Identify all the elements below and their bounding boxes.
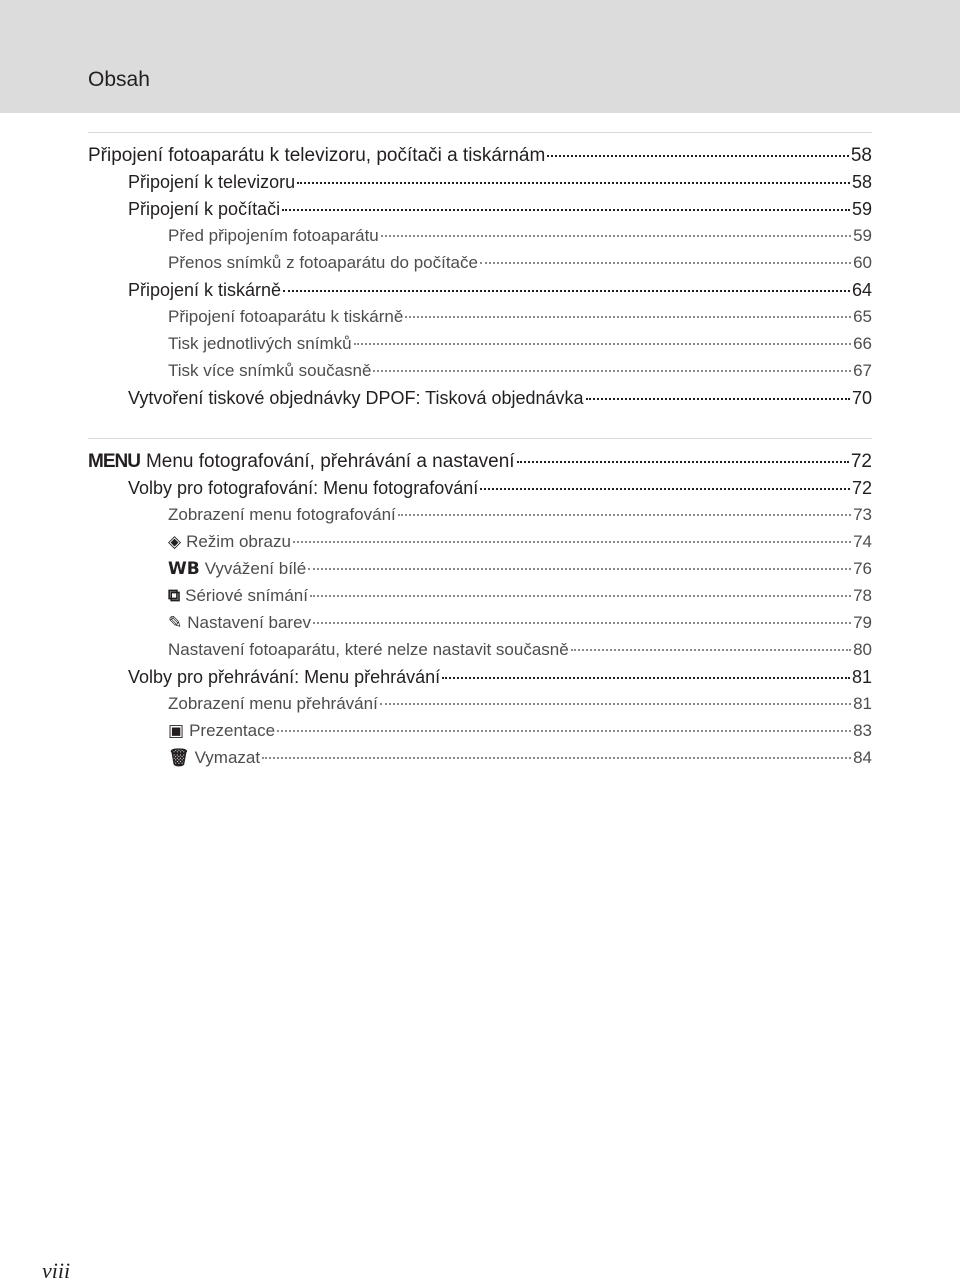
toc-entry-label: Sériové snímání <box>185 586 308 605</box>
toc-entry[interactable] <box>168 721 872 741</box>
toc-entry[interactable] <box>128 667 872 688</box>
dot-leader <box>283 290 850 292</box>
toc-entry[interactable] <box>128 280 872 301</box>
toc-entry-page: 76 <box>853 559 872 578</box>
toc-entry-label: Přenos snímků z fotoaparátu do počítače <box>168 253 478 272</box>
toc-entry[interactable] <box>168 226 872 246</box>
toc-entry-label-wrap <box>168 613 311 633</box>
toc-entry-label-wrap <box>128 478 478 499</box>
header-band <box>0 0 960 113</box>
toc-entry-label: Režim obrazu <box>186 532 291 551</box>
dot-leader <box>480 488 850 490</box>
dot-leader <box>293 541 851 543</box>
toc-entry-label: Prezentace <box>189 721 276 740</box>
toc-entry-label: Připojení k televizoru <box>128 172 296 192</box>
toc-entry-label-wrap <box>168 586 308 606</box>
toc-entry[interactable] <box>168 559 872 579</box>
toc-entry-label: Volby pro fotografování: Menu fotografování <box>128 478 479 498</box>
dot-leader <box>282 209 850 211</box>
toc-entry-label-wrap <box>168 748 260 768</box>
section-divider <box>88 132 872 133</box>
toc-entry[interactable] <box>168 694 872 714</box>
toc-entry-page: 58 <box>851 172 872 192</box>
toc-entry[interactable] <box>168 640 872 660</box>
toc-entry-page: 74 <box>853 532 872 551</box>
toc-entry-label-wrap <box>128 280 281 301</box>
slide-show-icon: ▣ <box>168 721 185 741</box>
dot-leader <box>373 370 851 372</box>
toc-entry-page: 84 <box>853 748 872 767</box>
toc-entry-label-wrap <box>168 721 275 741</box>
toc-entry-label-wrap <box>168 226 379 246</box>
toc-entry-page: 64 <box>851 280 872 300</box>
toc-entry-page: 79 <box>853 613 872 632</box>
toc-entry-page: 72 <box>850 451 872 472</box>
toc-entry[interactable] <box>168 586 872 606</box>
toc-entry-page: 65 <box>853 307 872 326</box>
trash-icon: 🗑 <box>168 748 190 768</box>
toc-entry-page: 60 <box>853 253 872 272</box>
toc-entry[interactable] <box>168 505 872 525</box>
toc-entry-page: 73 <box>853 505 872 524</box>
page-title: Obsah <box>88 68 150 91</box>
toc-entry-label: Připojení fotoaparátu k televizoru, počítači a tiskárnám <box>88 145 546 166</box>
toc-entry-label-wrap <box>168 307 403 327</box>
toc-entry[interactable] <box>168 334 872 354</box>
toc-entry-label-wrap <box>168 334 352 354</box>
dot-leader <box>354 343 851 345</box>
toc-entry-page: 67 <box>853 361 872 380</box>
toc-entry-label: Vymazat <box>194 748 261 767</box>
dot-leader <box>297 182 850 184</box>
toc-entry-label: Volby pro přehrávání: Menu přehrávání <box>128 667 441 687</box>
dot-leader <box>308 568 851 570</box>
page-number: viii <box>42 1258 71 1283</box>
toc-entry-label-wrap <box>128 172 295 193</box>
toc-entry-label-wrap <box>88 145 545 167</box>
section-divider <box>88 438 872 439</box>
toc-entry-label-wrap <box>168 253 478 273</box>
color-options-icon: ✎ <box>168 613 183 633</box>
toc-entry-label-wrap <box>128 667 440 688</box>
toc-entry-label-wrap <box>128 199 280 220</box>
toc-entry[interactable] <box>168 748 872 768</box>
toc-entry[interactable] <box>168 613 872 633</box>
dot-leader <box>405 316 851 318</box>
dot-leader <box>480 262 851 264</box>
toc-entry-page: 58 <box>850 145 872 166</box>
toc-entry-label: Připojení k tiskárně <box>128 280 282 300</box>
toc-entry-page: 59 <box>853 226 872 245</box>
toc-entry[interactable] <box>128 172 872 193</box>
dot-leader <box>586 398 850 400</box>
toc-entry[interactable] <box>168 253 872 273</box>
toc-entry-label: Tisk více snímků současně <box>168 361 372 380</box>
toc-entry[interactable] <box>88 145 872 167</box>
toc-entry[interactable] <box>168 361 872 381</box>
toc-entry-page: 83 <box>853 721 872 740</box>
toc-entry-label-wrap <box>168 640 569 660</box>
toc-entry-page: 66 <box>853 334 872 353</box>
toc-entry-label: Nastavení fotoaparátu, které nelze nastavit současně <box>168 640 569 659</box>
toc-entry-label: Nastavení barev <box>187 613 312 632</box>
dot-leader <box>310 595 851 597</box>
dot-leader <box>262 757 851 759</box>
dot-leader <box>313 622 851 624</box>
dot-leader <box>571 649 851 651</box>
toc-entry-label: Zobrazení menu přehrávání <box>168 694 378 713</box>
dot-leader <box>547 155 849 157</box>
toc-entry[interactable] <box>168 532 872 552</box>
toc-entry-label-wrap <box>128 388 584 409</box>
menu-icon: MENU <box>88 451 140 472</box>
image-mode-icon: ◈ <box>168 532 182 552</box>
toc-entry-label-wrap <box>168 694 378 714</box>
white-balance-icon: WB <box>168 559 200 579</box>
toc-entry-label: Vyvážení bílé <box>204 559 307 578</box>
dot-leader <box>277 730 851 732</box>
toc-entry-label-wrap <box>168 505 396 525</box>
toc-entry-page: 78 <box>853 586 872 605</box>
toc-entry-label: Připojení fotoaparátu k tiskárně <box>168 307 404 326</box>
dot-leader <box>380 703 851 705</box>
toc-entry-page: 72 <box>851 478 872 498</box>
toc-entry-page: 59 <box>851 199 872 219</box>
toc-entry[interactable] <box>128 478 872 499</box>
toc-entry-label: Před připojením fotoaparátu <box>168 226 379 245</box>
toc-entry[interactable] <box>88 451 872 473</box>
toc-entry[interactable] <box>168 307 872 327</box>
dot-leader <box>398 514 851 516</box>
toc-entry-label-wrap <box>168 532 291 552</box>
toc-entry-page: 70 <box>851 388 872 408</box>
toc-entry-label-wrap <box>88 451 515 473</box>
toc-entry[interactable] <box>128 199 872 220</box>
toc-entry-label: Menu fotografování, přehrávání a nastavení <box>145 451 515 472</box>
toc-entry-label: Vytvoření tiskové objednávky DPOF: Tisková objednávka <box>128 388 584 408</box>
toc-entry-label-wrap <box>168 361 371 381</box>
dot-leader <box>381 235 851 237</box>
dot-leader <box>442 677 850 679</box>
dot-leader <box>517 461 849 463</box>
continuous-icon: ⧉ <box>168 586 181 606</box>
toc-entry-label: Tisk jednotlivých snímků <box>168 334 352 353</box>
toc-entry-page: 81 <box>853 694 872 713</box>
toc-entry-label-wrap <box>168 559 306 579</box>
toc-entry[interactable] <box>128 388 872 409</box>
toc-entry-label: Připojení k počítači <box>128 199 281 219</box>
toc-entry-page: 81 <box>851 667 872 687</box>
toc-entry-page: 80 <box>853 640 872 659</box>
toc-entry-label: Zobrazení menu fotografování <box>168 505 396 524</box>
